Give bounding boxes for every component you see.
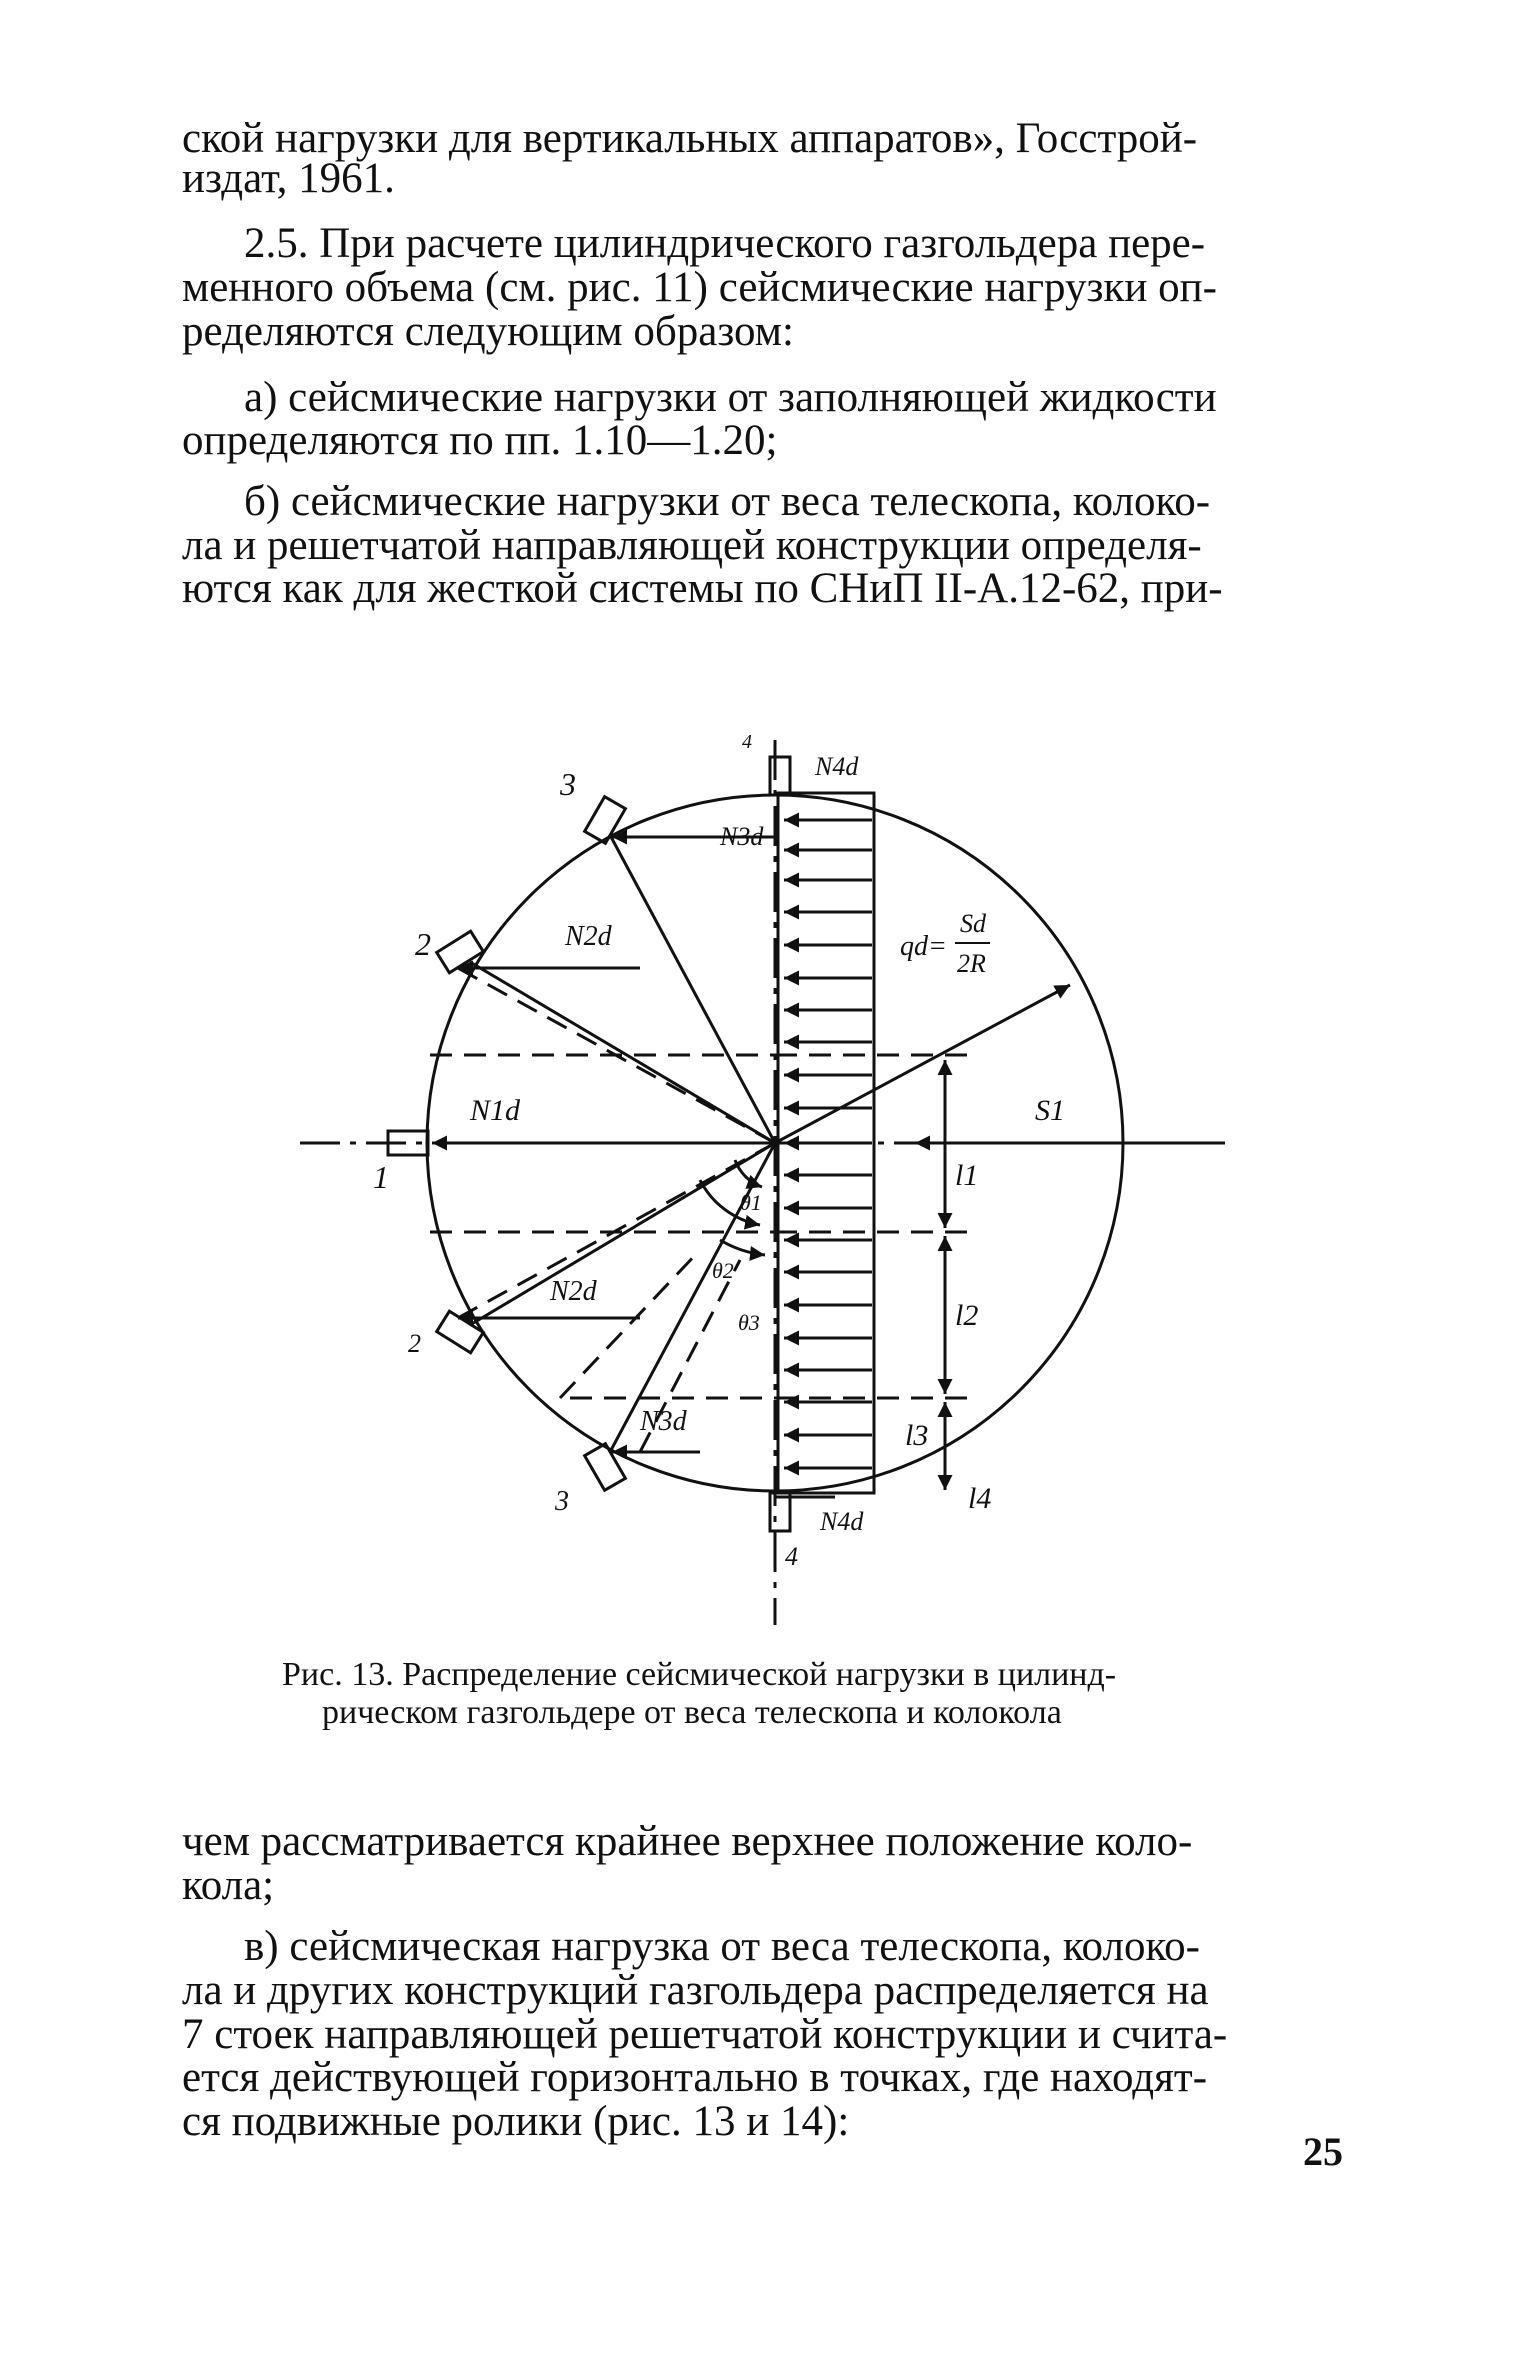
label-n3d-bottom: N3d [640,1406,687,1437]
label-n3d-top: N3d [720,822,764,851]
label-q-denominator: 2R [957,949,986,978]
label-post-2-top: 2 [415,926,431,962]
label-n1d: N1d [470,1094,521,1127]
text-line: ся подвижные ролики (рис. 13 и 14): [182,2098,850,2145]
load-arrows [784,820,872,1468]
label-n2d-top: N2d [565,921,612,952]
label-post-3-bottom: 3 [555,1486,569,1517]
label-l4: l4 [968,1482,992,1515]
post-4-bottom [770,1493,790,1531]
section-heading-line: 2.5. При расчете цилиндрического газгольдера пере- [244,220,1206,267]
text-line: менного объема (см. рис. 11) сейсмические нагрузки оп- [182,264,1217,311]
label-n4d-bottom: N4d [820,1507,864,1536]
label-post-2-bottom: 2 [408,1329,421,1358]
text-line: издат, 1961. [182,155,395,202]
label-theta2: θ2 [712,1258,734,1283]
text-line: ла и решетчатой направляющей конструкции определя- [182,522,1202,569]
text-line: определяются по пп. 1.10—1.20; [182,417,778,464]
label-n2d-bottom: N2d [550,1276,597,1307]
label-post-4-top: 4 [742,731,752,753]
text-line: ется действующей горизонтально в точках, где находят- [182,2054,1208,2101]
label-post-4-bottom: 4 [785,1542,798,1571]
text-line: ла и других конструкций газгольдера распределяется на [182,1967,1209,2014]
label-q-formula: qd= [900,931,947,962]
label-theta3: θ3 [738,1310,760,1335]
label-post-3-top: 3 [560,766,576,802]
figure-caption-line: Рис. 13. Распределение сейсмической нагрузки в цилинд- [282,1656,1117,1693]
label-n4d-top: N4d [815,752,859,781]
label-l3: l3 [905,1419,929,1452]
label-post-1: 1 [373,1159,389,1195]
diagram-geometry [300,740,1225,1625]
text-line: в) сейсмическая нагрузка от веса телескопа, колоко- [244,1923,1200,1970]
text-line: б) сейсмические нагрузки от веса телескопа, колоко- [244,478,1211,525]
text-line: ской нагрузки для вертикальных аппаратов», Госстрой- [182,115,1198,162]
label-s1: S1 [1035,1094,1065,1127]
text-line: чем рассматривается крайнее верхнее положение коло- [182,1818,1193,1865]
label-l2: l2 [955,1299,979,1332]
text-line: кола; [182,1862,275,1909]
figure-caption-line: рическом газгольдере от веса телескопа и колокола [322,1694,1062,1731]
label-q-numerator: Sd [960,909,986,938]
text-line: 7 стоек направляющей решетчатой конструкции и счита- [182,2011,1228,2058]
text-line: ределяются следующим образом: [182,308,794,355]
page-number: 25 [1303,2129,1343,2174]
post-4-top [770,757,790,795]
label-l1: l1 [955,1159,979,1192]
text-line: ются как для жесткой системы по СНиП II-А.12-62, при- [182,565,1223,612]
text-line: а) сейсмические нагрузки от заполняющей жидкости [244,374,1217,421]
label-theta1: θ1 [740,1190,762,1215]
